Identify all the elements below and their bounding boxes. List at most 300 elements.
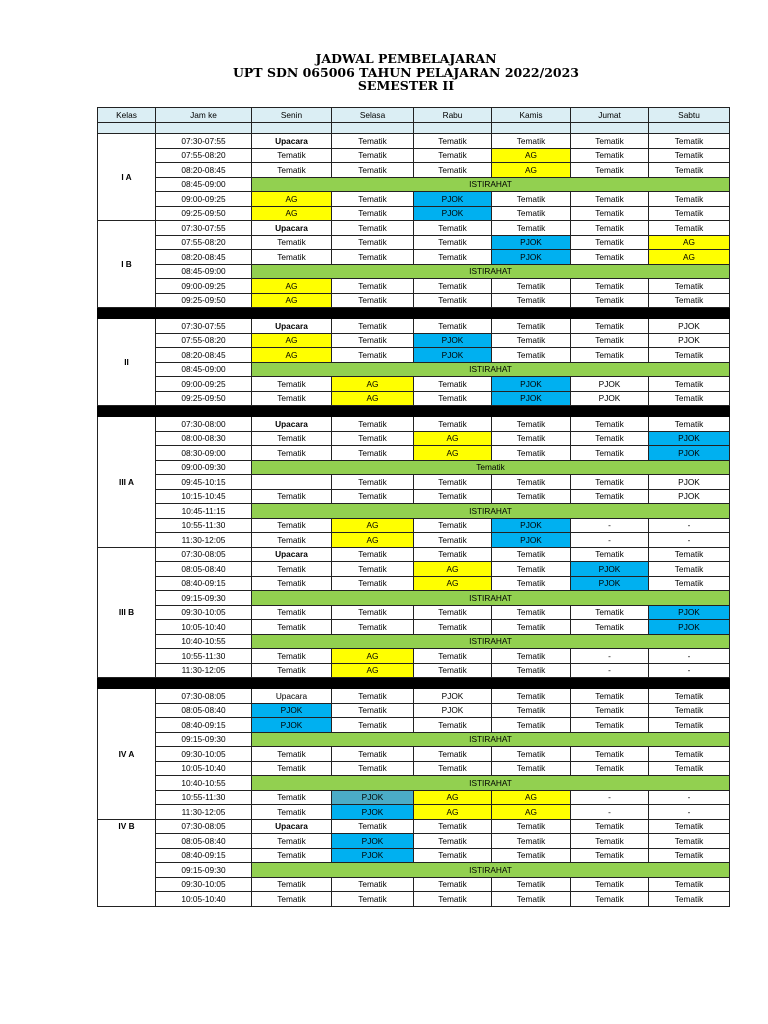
subject-cell: Tematik: [252, 377, 332, 392]
subject-cell: Tematik: [332, 620, 414, 635]
subject-cell: AG: [332, 391, 414, 406]
schedule-row: [98, 362, 730, 377]
schedule-row: [98, 148, 730, 163]
time-cell: 09:15-09:30: [156, 591, 252, 606]
schedule-row: [98, 819, 730, 834]
subject-cell: Tematik: [414, 163, 492, 178]
subject-cell: Tematik: [252, 446, 332, 461]
separator-row: [98, 678, 730, 689]
time-cell: 10:05-10:40: [156, 761, 252, 776]
subject-cell: Tematik: [492, 819, 571, 834]
subject-cell: PJOK: [332, 848, 414, 863]
subject-cell: -: [649, 518, 730, 533]
blank-cell: [571, 123, 649, 134]
header-jumat: Jumat: [571, 108, 649, 123]
subject-cell: Tematik: [571, 279, 649, 294]
subject-cell: Tematik: [252, 848, 332, 863]
subject-cell: Tematik: [414, 148, 492, 163]
subject-cell: Upacara: [252, 221, 332, 236]
subject-cell: Tematik: [492, 348, 571, 363]
separator-row: [98, 308, 730, 319]
separator-cell: [98, 678, 730, 689]
subject-cell: Tematik: [414, 747, 492, 762]
subject-cell: PJOK: [571, 576, 649, 591]
subject-cell: Tematik: [332, 475, 414, 490]
subject-cell: Tematik: [414, 649, 492, 664]
subject-cell: Tematik: [414, 417, 492, 432]
subject-cell: Tematik: [492, 279, 571, 294]
subject-cell: Tematik: [252, 576, 332, 591]
schedule-row: [98, 790, 730, 805]
subject-cell: Tematik: [414, 489, 492, 504]
break-cell: ISTIRAHAT: [252, 634, 730, 649]
subject-cell: Tematik: [571, 293, 649, 308]
subject-cell: Tematik: [252, 805, 332, 820]
subject-cell: Tematik: [492, 649, 571, 664]
subject-cell: Tematik: [252, 761, 332, 776]
subject-cell: Tematik: [571, 134, 649, 149]
schedule-row: [98, 892, 730, 907]
subject-cell: AG: [492, 148, 571, 163]
time-cell: 09:25-09:50: [156, 391, 252, 406]
subject-cell: Tematik: [492, 475, 571, 490]
subject-cell: Tematik: [332, 235, 414, 250]
time-cell: 08:05-08:40: [156, 703, 252, 718]
subject-cell: Tematik: [332, 192, 414, 207]
header-senin: Senin: [252, 108, 332, 123]
time-cell: 07:30-07:55: [156, 134, 252, 149]
subject-cell: Tematik: [571, 235, 649, 250]
subject-cell: Tematik: [649, 221, 730, 236]
subject-cell: Tematik: [649, 718, 730, 733]
subject-cell: Tematik: [414, 834, 492, 849]
document-subtitle-semester: SEMESTER II: [357, 78, 455, 93]
schedule-row: [98, 177, 730, 192]
subject-cell: Tematik: [492, 417, 571, 432]
time-cell: 08:20-08:45: [156, 250, 252, 265]
subject-cell: Tematik: [492, 689, 571, 704]
subject-cell: Tematik: [571, 206, 649, 221]
subject-cell: -: [571, 518, 649, 533]
schedule-row: [98, 431, 730, 446]
document-title: JADWAL PEMBELAJARAN: [315, 51, 497, 66]
subject-cell: Tematik: [492, 221, 571, 236]
subject-cell: AG: [414, 562, 492, 577]
break-cell: ISTIRAHAT: [252, 362, 730, 377]
subject-cell: Tematik: [414, 892, 492, 907]
time-cell: 10:55-11:30: [156, 518, 252, 533]
subject-cell: PJOK: [649, 446, 730, 461]
subject-cell: Tematik: [571, 892, 649, 907]
time-cell: 09:30-10:05: [156, 877, 252, 892]
time-cell: 09:30-10:05: [156, 747, 252, 762]
subject-cell: Tematik: [332, 718, 414, 733]
schedule-row: [98, 562, 730, 577]
break-cell: ISTIRAHAT: [252, 591, 730, 606]
subject-cell: Tematik: [571, 747, 649, 762]
subject-cell: Tematik: [571, 333, 649, 348]
subject-cell: Tematik: [492, 431, 571, 446]
subject-cell: Tematik: [252, 148, 332, 163]
subject-cell: Tematik: [252, 620, 332, 635]
subject-cell: Tematik: [649, 834, 730, 849]
subject-cell: PJOK: [492, 533, 571, 548]
blank-header-row: [98, 123, 730, 134]
time-cell: 10:45-11:15: [156, 504, 252, 519]
schedule-row: [98, 250, 730, 265]
subject-cell: Tematik: [492, 703, 571, 718]
subject-cell: AG: [414, 431, 492, 446]
time-cell: 07:30-07:55: [156, 319, 252, 334]
subject-cell: Tematik: [332, 689, 414, 704]
subject-cell: PJOK: [571, 391, 649, 406]
schedule-row: [98, 446, 730, 461]
subject-cell: Tematik: [649, 206, 730, 221]
subject-cell: PJOK: [649, 333, 730, 348]
schedule-row: [98, 206, 730, 221]
subject-cell: AG: [252, 293, 332, 308]
header-kelas: Kelas: [98, 108, 156, 123]
subject-cell: Tematik: [492, 718, 571, 733]
schedule-row: [98, 761, 730, 776]
subject-cell: -: [571, 533, 649, 548]
time-cell: 10:40-10:55: [156, 776, 252, 791]
schedule-row: [98, 776, 730, 791]
kelas-cell: III A: [98, 417, 156, 548]
subject-cell: PJOK: [492, 391, 571, 406]
subject-cell: Tematik: [492, 834, 571, 849]
schedule-row: [98, 319, 730, 334]
break-cell: Tematik: [252, 460, 730, 475]
subject-cell: Upacara: [252, 689, 332, 704]
kelas-cell: IV B: [98, 819, 156, 906]
subject-cell: AG: [332, 377, 414, 392]
subject-cell: PJOK: [414, 206, 492, 221]
subject-cell: Tematik: [332, 605, 414, 620]
time-cell: 10:05-10:40: [156, 892, 252, 907]
subject-cell: Tematik: [252, 250, 332, 265]
schedule-body: [98, 108, 730, 907]
subject-cell: PJOK: [332, 834, 414, 849]
subject-cell: Tematik: [252, 518, 332, 533]
subject-cell: Tematik: [571, 819, 649, 834]
separator-row: [98, 406, 730, 417]
subject-cell: PJOK: [571, 562, 649, 577]
subject-cell: AG: [252, 206, 332, 221]
subject-cell: Tematik: [414, 475, 492, 490]
time-cell: 08:45-09:00: [156, 177, 252, 192]
break-cell: ISTIRAHAT: [252, 776, 730, 791]
subject-cell: Tematik: [649, 761, 730, 776]
subject-cell: Tematik: [332, 417, 414, 432]
subject-cell: PJOK: [649, 431, 730, 446]
schedule-row: [98, 264, 730, 279]
subject-cell: Tematik: [332, 892, 414, 907]
schedule-row: [98, 460, 730, 475]
subject-cell: AG: [414, 805, 492, 820]
schedule-row: [98, 489, 730, 504]
subject-cell: Tematik: [492, 134, 571, 149]
subject-cell: AG: [252, 333, 332, 348]
subject-cell: Upacara: [252, 134, 332, 149]
subject-cell: PJOK: [414, 703, 492, 718]
subject-cell: Tematik: [492, 293, 571, 308]
document-subtitle-school: UPT SDN 065006 TAHUN PELAJARAN 2022/2023: [233, 64, 579, 80]
subject-cell: Tematik: [414, 819, 492, 834]
subject-cell: AG: [414, 446, 492, 461]
subject-cell: Tematik: [649, 747, 730, 762]
subject-cell: Tematik: [649, 293, 730, 308]
schedule-row: [98, 134, 730, 149]
subject-cell: PJOK: [649, 319, 730, 334]
subject-cell: Tematik: [414, 235, 492, 250]
blank-cell: [98, 123, 156, 134]
subject-cell: Tematik: [571, 761, 649, 776]
schedule-row: [98, 417, 730, 432]
blank-cell: [414, 123, 492, 134]
time-cell: 10:55-11:30: [156, 649, 252, 664]
subject-cell: Tematik: [252, 892, 332, 907]
subject-cell: Tematik: [332, 703, 414, 718]
subject-cell: AG: [332, 663, 414, 678]
subject-cell: Tematik: [492, 562, 571, 577]
subject-cell: Tematik: [571, 192, 649, 207]
subject-cell: Tematik: [252, 235, 332, 250]
subject-cell: Tematik: [649, 163, 730, 178]
subject-cell: Tematik: [492, 848, 571, 863]
schedule-row: [98, 649, 730, 664]
subject-cell: Tematik: [571, 877, 649, 892]
subject-cell: Tematik: [571, 848, 649, 863]
break-cell: ISTIRAHAT: [252, 732, 730, 747]
time-cell: 08:30-09:00: [156, 446, 252, 461]
break-cell: ISTIRAHAT: [252, 177, 730, 192]
subject-cell: Tematik: [492, 192, 571, 207]
schedule-row: [98, 747, 730, 762]
subject-cell: Tematik: [649, 348, 730, 363]
time-cell: 07:30-07:55: [156, 221, 252, 236]
subject-cell: Tematik: [649, 417, 730, 432]
time-cell: 07:30-08:05: [156, 547, 252, 562]
subject-cell: Tematik: [571, 319, 649, 334]
subject-cell: Tematik: [332, 250, 414, 265]
subject-cell: Tematik: [332, 348, 414, 363]
schedule-row: [98, 591, 730, 606]
subject-cell: Tematik: [252, 877, 332, 892]
time-cell: 08:45-09:00: [156, 362, 252, 377]
subject-cell: Tematik: [649, 703, 730, 718]
schedule-row: [98, 863, 730, 878]
time-cell: 09:00-09:25: [156, 192, 252, 207]
subject-cell: PJOK: [492, 250, 571, 265]
subject-cell: Tematik: [571, 417, 649, 432]
blank-cell: [649, 123, 730, 134]
subject-cell: PJOK: [332, 805, 414, 820]
blank-cell: [252, 123, 332, 134]
subject-cell: Tematik: [492, 319, 571, 334]
subject-cell: Tematik: [414, 547, 492, 562]
time-cell: 08:20-08:45: [156, 163, 252, 178]
subject-cell: AG: [492, 163, 571, 178]
subject-cell: AG: [252, 192, 332, 207]
subject-cell: AG: [649, 250, 730, 265]
subject-cell: Tematik: [492, 547, 571, 562]
subject-cell: PJOK: [332, 790, 414, 805]
subject-cell: Tematik: [332, 761, 414, 776]
subject-cell: Tematik: [332, 163, 414, 178]
subject-cell: Tematik: [414, 518, 492, 533]
header-jam-ke: Jam ke: [156, 108, 252, 123]
blank-cell: [492, 123, 571, 134]
subject-cell: PJOK: [649, 605, 730, 620]
subject-cell: Tematik: [492, 892, 571, 907]
subject-cell: Tematik: [252, 663, 332, 678]
schedule-row: [98, 377, 730, 392]
time-cell: 08:00-08:30: [156, 431, 252, 446]
subject-cell: Upacara: [252, 319, 332, 334]
time-cell: 10:05-10:40: [156, 620, 252, 635]
time-cell: 07:55-08:20: [156, 148, 252, 163]
subject-cell: Tematik: [332, 877, 414, 892]
schedule-row: [98, 547, 730, 562]
subject-cell: Tematik: [414, 605, 492, 620]
subject-cell: Tematik: [649, 892, 730, 907]
schedule-row: [98, 518, 730, 533]
subject-cell: Upacara: [252, 547, 332, 562]
header-sabtu: Sabtu: [649, 108, 730, 123]
subject-cell: AG: [332, 649, 414, 664]
subject-cell: Tematik: [649, 819, 730, 834]
subject-cell: Tematik: [252, 790, 332, 805]
subject-cell: Upacara: [252, 417, 332, 432]
subject-cell: Tematik: [571, 475, 649, 490]
subject-cell: Tematik: [571, 221, 649, 236]
subject-cell: PJOK: [414, 689, 492, 704]
subject-cell: Tematik: [252, 834, 332, 849]
subject-cell: Tematik: [492, 761, 571, 776]
subject-cell: Tematik: [332, 431, 414, 446]
subject-cell: Tematik: [649, 848, 730, 863]
subject-cell: Tematik: [649, 576, 730, 591]
time-cell: 07:30-08:05: [156, 689, 252, 704]
schedule-row: [98, 718, 730, 733]
subject-cell: Tematik: [332, 747, 414, 762]
schedule-row: [98, 634, 730, 649]
time-cell: 11:30-12:05: [156, 663, 252, 678]
subject-cell: Tematik: [414, 848, 492, 863]
blank-cell: [156, 123, 252, 134]
subject-cell: Tematik: [252, 431, 332, 446]
subject-cell: Tematik: [252, 605, 332, 620]
subject-cell: PJOK: [649, 489, 730, 504]
subject-cell: Tematik: [492, 620, 571, 635]
time-cell: 09:15-09:30: [156, 732, 252, 747]
schedule-row: [98, 348, 730, 363]
subject-cell: Tematik: [252, 533, 332, 548]
time-cell: 08:05-08:40: [156, 562, 252, 577]
subject-cell: Tematik: [649, 689, 730, 704]
subject-cell: Tematik: [332, 206, 414, 221]
schedule-row: [98, 805, 730, 820]
subject-cell: PJOK: [252, 718, 332, 733]
subject-cell: PJOK: [414, 333, 492, 348]
subject-cell: AG: [649, 235, 730, 250]
schedule-table: [97, 107, 730, 907]
subject-cell: AG: [414, 790, 492, 805]
time-cell: 09:15-09:30: [156, 863, 252, 878]
subject-cell: Tematik: [492, 576, 571, 591]
time-cell: 10:55-11:30: [156, 790, 252, 805]
subject-cell: Tematik: [332, 221, 414, 236]
subject-cell: Tematik: [649, 134, 730, 149]
time-cell: 07:30-08:05: [156, 819, 252, 834]
subject-cell: PJOK: [492, 235, 571, 250]
subject-cell: Tematik: [414, 134, 492, 149]
schedule-row: [98, 620, 730, 635]
time-cell: 08:20-08:45: [156, 348, 252, 363]
time-cell: 07:55-08:20: [156, 235, 252, 250]
time-cell: 07:55-08:20: [156, 333, 252, 348]
schedule-row: [98, 221, 730, 236]
subject-cell: Tematik: [649, 391, 730, 406]
schedule-row: [98, 391, 730, 406]
time-cell: 09:00-09:25: [156, 279, 252, 294]
header-kamis: Kamis: [492, 108, 571, 123]
kelas-cell: I A: [98, 134, 156, 221]
document-title-block: [0, 52, 768, 93]
header-rabu: Rabu: [414, 108, 492, 123]
subject-cell: Tematik: [332, 562, 414, 577]
break-cell: ISTIRAHAT: [252, 504, 730, 519]
subject-cell: Tematik: [414, 533, 492, 548]
schedule-row: [98, 333, 730, 348]
time-cell: 08:40-09:15: [156, 848, 252, 863]
subject-cell: Tematik: [332, 293, 414, 308]
header-row: [98, 108, 730, 123]
subject-cell: Tematik: [414, 279, 492, 294]
subject-cell: Tematik: [414, 877, 492, 892]
separator-cell: [98, 406, 730, 417]
subject-cell: Tematik: [649, 148, 730, 163]
subject-cell: Tematik: [252, 562, 332, 577]
schedule-row: [98, 235, 730, 250]
schedule-row: [98, 192, 730, 207]
subject-cell: AG: [414, 576, 492, 591]
separator-cell: [98, 308, 730, 319]
time-cell: 08:40-09:15: [156, 718, 252, 733]
subject-cell: -: [571, 805, 649, 820]
subject-cell: Tematik: [414, 391, 492, 406]
subject-cell: AG: [332, 533, 414, 548]
subject-cell: Tematik: [252, 649, 332, 664]
subject-cell: -: [571, 649, 649, 664]
subject-cell: Tematik: [492, 206, 571, 221]
schedule-row: [98, 504, 730, 519]
schedule-row: [98, 279, 730, 294]
subject-cell: Tematik: [492, 333, 571, 348]
subject-cell: Tematik: [571, 446, 649, 461]
subject-cell: Tematik: [332, 333, 414, 348]
subject-cell: AG: [252, 348, 332, 363]
subject-cell: Tematik: [414, 663, 492, 678]
time-cell: 09:25-09:50: [156, 206, 252, 221]
subject-cell: Tematik: [332, 446, 414, 461]
subject-cell: Tematik: [649, 377, 730, 392]
subject-cell: Tematik: [571, 834, 649, 849]
subject-cell: Tematik: [414, 221, 492, 236]
subject-cell: Tematik: [252, 489, 332, 504]
subject-cell: Tematik: [571, 718, 649, 733]
